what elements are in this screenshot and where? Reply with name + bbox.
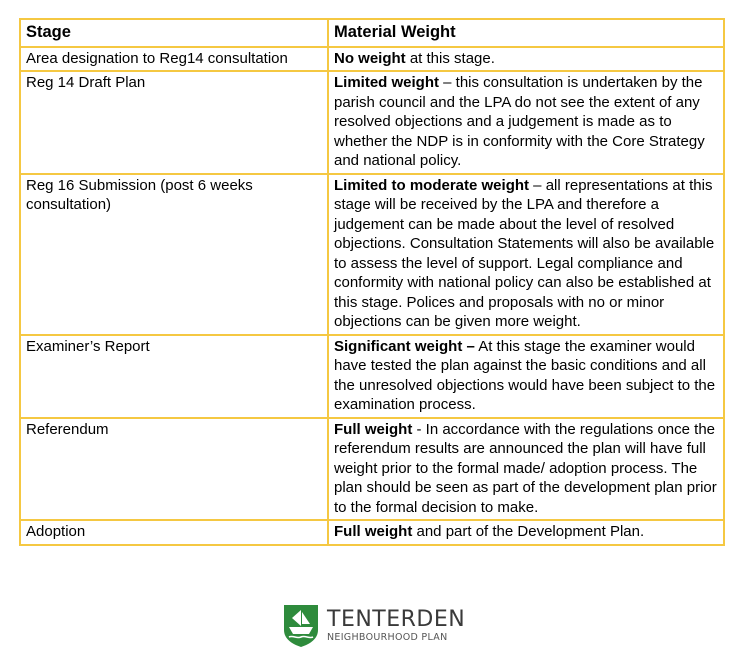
weight-cell	[328, 520, 724, 545]
header-stage: Stage	[20, 19, 328, 47]
weight-text: at this stage.	[405, 49, 495, 67]
logo-name: TENTERDEN	[327, 607, 466, 632]
weight-cell	[328, 335, 724, 418]
stage-cell: Reg 16 Submission (post 6 weeks consultation)	[20, 174, 328, 335]
footer-logo	[283, 604, 465, 648]
stage-cell: Adoption	[20, 520, 328, 545]
weight-text: - In accordance with the regulations once the referendum results are announced the plan will have full weight prior to the formal made/ adoption process. The plan should be seen as part of the development plan prior to the formal decision to make.	[334, 420, 717, 516]
weight-cell	[328, 71, 724, 174]
table-row	[20, 47, 724, 72]
weight-lead: Full weight	[334, 420, 413, 438]
table-header-row	[20, 19, 724, 47]
stage-cell: Examiner’s Report	[20, 335, 328, 418]
weight-text: At this stage the examiner would have tested the plan against the basic conditions and all the unresolved objections would have been subject to the examination process.	[334, 337, 716, 413]
shield-ship-icon	[283, 604, 319, 648]
table-row	[20, 174, 724, 335]
table-row	[20, 520, 724, 545]
weight-lead: Significant weight –	[334, 337, 475, 355]
weight-lead: Limited to moderate weight	[334, 176, 530, 194]
table-row	[20, 335, 724, 418]
weight-cell	[328, 418, 724, 521]
table-row	[20, 418, 724, 521]
weight-text: and part of the Development Plan.	[412, 523, 645, 540]
weight-lead: Limited weight	[334, 74, 439, 91]
material-weight-table	[19, 18, 725, 546]
weight-text: – this consultation is undertaken by the parish council and the LPA do not see the extent of any resolved objections and a judgement is made as to whether the NDP is in conformity with the Core Strategy and national policy.	[334, 74, 705, 169]
weight-cell	[328, 47, 724, 72]
stage-cell: Reg 14 Draft Plan	[20, 71, 328, 174]
weight-cell	[328, 174, 724, 335]
table-row	[20, 71, 724, 174]
weight-lead: Full weight	[334, 523, 413, 540]
header-material-weight: Material Weight	[328, 19, 724, 47]
logo-subtitle: NEIGHBOURHOOD PLAN	[327, 632, 448, 643]
stage-cell: Referendum	[20, 418, 328, 521]
weight-text: – all representations at this stage will be received by the LPA and therefore a judgement can be made about the level of resolved objections. Consultation Statements will also be available to assess the level of support. Legal compliance and conformity with national policy can also be established at this stage. Polices and proposals with no or minor objections can be given more weight.	[334, 176, 715, 330]
stage-cell: Area designation to Reg14 consultation	[20, 47, 328, 72]
weight-lead: No weight	[334, 49, 406, 67]
